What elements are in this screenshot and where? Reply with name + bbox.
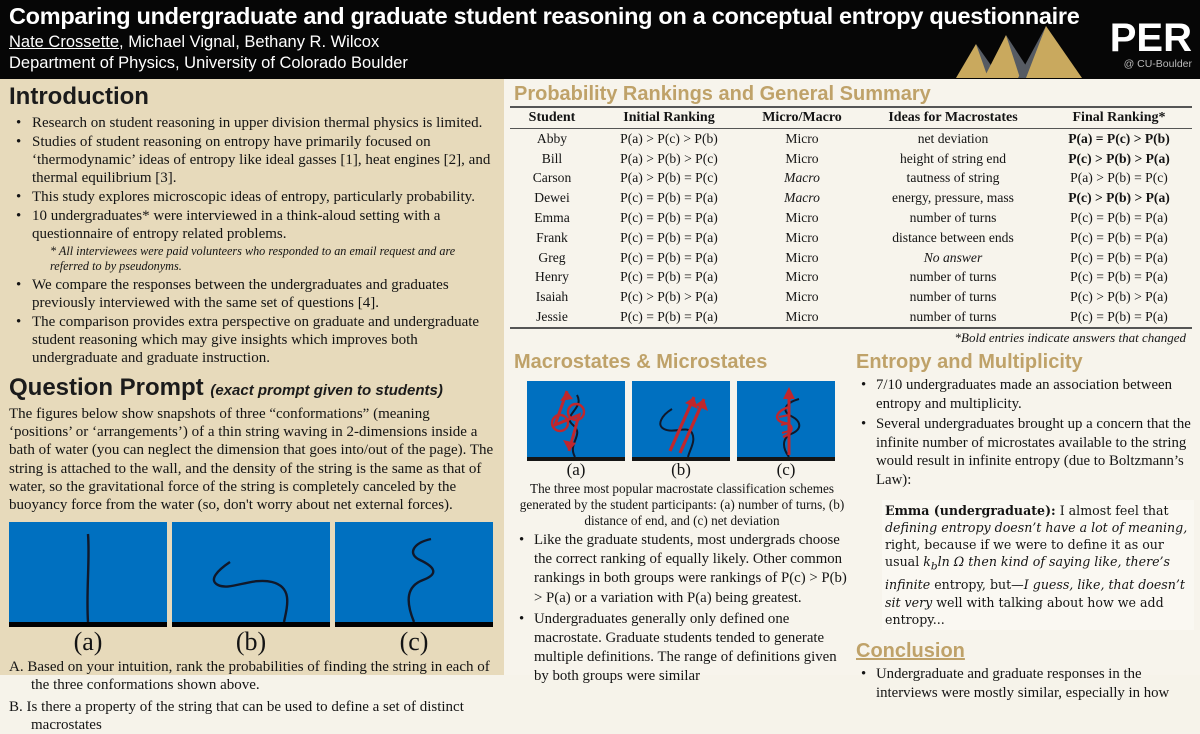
table-row: Frank P(c) = P(b) = P(a) Micro distance between ends P(c) = P(b) = P(a) (536, 229, 1168, 245)
authors-rest: , Michael Vignal, Bethany R. Wilcox (119, 33, 380, 51)
net-deviation-annotation-icon (737, 381, 835, 457)
distance-annotation-icon (632, 381, 730, 457)
introduction-heading: Introduction (9, 83, 149, 110)
table-row: Dewei P(c) = P(b) = P(a) Macro energy, pressure, mass P(c) > P(b) > P(a) (534, 190, 1170, 206)
conformation-figure-b (172, 522, 330, 655)
prompt-question-b: B. Is there a property of the string that can be used to define a set of distinct macrostates (9, 698, 464, 733)
question-prompt-heading: Question Prompt (exact prompt given to students) (9, 374, 443, 401)
col-initial-ranking: Initial Ranking (594, 107, 744, 129)
macrostate-figure-c (737, 381, 835, 478)
table-section-heading: Probability Rankings and General Summary (514, 83, 931, 105)
quote-speaker: Emma (undergraduate): (885, 502, 1056, 518)
right-region (504, 79, 1200, 701)
table-header-row (510, 107, 1192, 129)
col-micro-macro: Micro/Macro (744, 107, 860, 129)
intro-bullet: • This study explores microscopic ideas of entropy, particularly probability. (9, 188, 495, 206)
conclusion-bullet: • Undergraduate and graduate responses in the interviews were mostly similar, especially in how (856, 665, 1194, 702)
intro-bullet: • The comparison provides extra perspective on graduate and undergraduate student reasoning which may give insights which improves both undergraduate and graduate instruction. (9, 313, 495, 367)
figure-label: (a) (566, 460, 586, 479)
table-footnote: *Bold entries indicate answers that changed (954, 330, 1186, 345)
table-row: Henry P(c) = P(b) = P(a) Micro number of turns P(c) = P(b) = P(a) (535, 269, 1168, 285)
col-final-ranking: Final Ranking* (1046, 107, 1192, 129)
figure-label: (c) (399, 627, 429, 657)
macrostates-heading: Macrostates & Microstates (514, 351, 768, 373)
intro-bullet: • We compare the responses between the undergraduates and graduates previously interviewed with the same set of questions [4]. (9, 276, 495, 312)
conformation-figure-c (335, 522, 493, 655)
intro-footnote: * All interviewees were paid volunteers who responded to an email request and are referred to by pseudonyms. (50, 244, 456, 273)
string-curve-a-icon (9, 522, 167, 622)
prompt-question-a: A. Based on your intuition, rank the probabilities of finding the string in each of the three conformations shown above. (9, 659, 490, 694)
entropy-bullet: • Several undergraduates brought up a concern that the infinite number of microstates available to the string would result in infinite entropy (due to Boltzmann’s Law): (856, 415, 1194, 489)
question-prompt-body: The figures below show snapshots of three “conformations” (meaning ‘positions’ or ‘arrangements’) of a thin string waving in 2-dimensions inside a bath of water (you can neglect the dimension that goes into/out of the page). The string is attached to the wall, and the density of the string is the same as that of water, so the gravitational force of the string is completely canceled by the buoyancy force from the water (so, don't worry about net external forces). (9, 406, 494, 514)
macro-bullet: • Undergraduates generally only defined one macrostate. Graduate students tended to generate multiple definitions. The range of definitions given by both groups were similar (514, 610, 850, 687)
col-ideas: Ideas for Macrostates (860, 107, 1046, 129)
intro-bullet: • Studies of student reasoning on entropy have primarily focused on ‘thermodynamic’ ideas of entropy like ideal gasses [1], heat engines [2], and thermal equilibrium [3]. (9, 133, 495, 187)
entropy-section (856, 351, 1194, 702)
figure-label: (c) (776, 460, 796, 479)
macrostate-figure-a (527, 381, 625, 478)
conformation-figure-a (9, 522, 167, 655)
macrostate-figure-b (632, 381, 730, 478)
turns-annotation-icon (527, 381, 625, 457)
col-student: Student (510, 107, 594, 129)
per-logo-subtext: @ CU-Boulder (1123, 58, 1192, 70)
conformation-figures (9, 522, 495, 655)
string-curve-c-icon (335, 522, 493, 622)
macrostate-figure-caption: The three most popular macrostate classification schemes generated by the student participants: (a) number of turns, (b) distance of end, and (c) net deviation (519, 481, 845, 528)
entropy-bullet: • 7/10 undergraduates made an association between entropy and multiplicity. (856, 376, 1194, 413)
table-row: Abby P(a) > P(c) > P(b) Micro net deviation P(a) = P(c) > P(b) (536, 130, 1170, 146)
table-row: Greg P(c) = P(b) = P(a) Micro No answer P(c) = P(b) = P(a) (538, 249, 1168, 265)
macro-bullet: • Like the graduate students, most undergrads choose the correct ranking of equally likely. Other common rankings in both groups were rankings of P(c) > P(b) > P(a) or a variation with P(a) being greatest. (514, 531, 850, 608)
intro-bullet: • Research on student reasoning in upper division thermal physics is limited. (9, 114, 495, 132)
entropy-heading: Entropy and Multiplicity (856, 351, 1083, 373)
macrostate-figures (527, 381, 850, 478)
probability-rankings-table (510, 106, 1192, 329)
poster-header (0, 0, 1200, 79)
mountains-icon (954, 26, 1086, 78)
figure-label: (b) (671, 460, 691, 479)
emma-quote: Emma (undergraduate): I almost feel that defining entropy doesn’t have a lot of meaning, right, because if we were to define it as our usual $k_b\ln$ Ω then kind of saying like, there’s infinite entropy, but—I guess, like, that doesn’t sit very well with talking about how we add entropy... (882, 500, 1194, 631)
macrostates-section (514, 351, 850, 687)
table-row: Carson P(a) > P(b) = P(c) Macro tautness of string P(a) > P(b) = P(c) (532, 170, 1168, 186)
table-row: Isaiah P(c) > P(b) > P(a) Micro number of turns P(c) > P(b) > P(a) (535, 289, 1168, 305)
table-row: Bill P(a) > P(b) > P(c) Micro height of string end P(c) > P(b) > P(a) (541, 150, 1170, 166)
per-logo-text: PER (1109, 16, 1192, 60)
figure-label: (b) (235, 627, 267, 657)
table-row: Emma P(c) = P(b) = P(a) Micro number of turns P(c) = P(b) = P(a) (534, 210, 1168, 226)
authors-line (9, 33, 379, 52)
poster-title: Comparing undergraduate and graduate student reasoning on a conceptual entropy questionnaire (9, 3, 1080, 29)
intro-bullet: • 10 undergraduates* were interviewed in a think-aloud setting with a questionnaire of entropy related problems. (9, 207, 495, 243)
left-column (0, 79, 504, 733)
string-curve-b-icon (172, 522, 330, 622)
author-presenting: Nate Crossette (9, 33, 120, 51)
table-row: Jessie P(c) = P(b) = P(a) Micro number of turns P(c) = P(b) = P(a) (510, 307, 1192, 328)
question-prompt-note: (exact prompt given to students) (210, 382, 443, 399)
figure-label: (a) (73, 627, 103, 657)
department-line: Department of Physics, University of Colorado Boulder (9, 54, 408, 72)
per-logo (954, 16, 1194, 76)
conclusion-heading: Conclusion (856, 640, 965, 663)
